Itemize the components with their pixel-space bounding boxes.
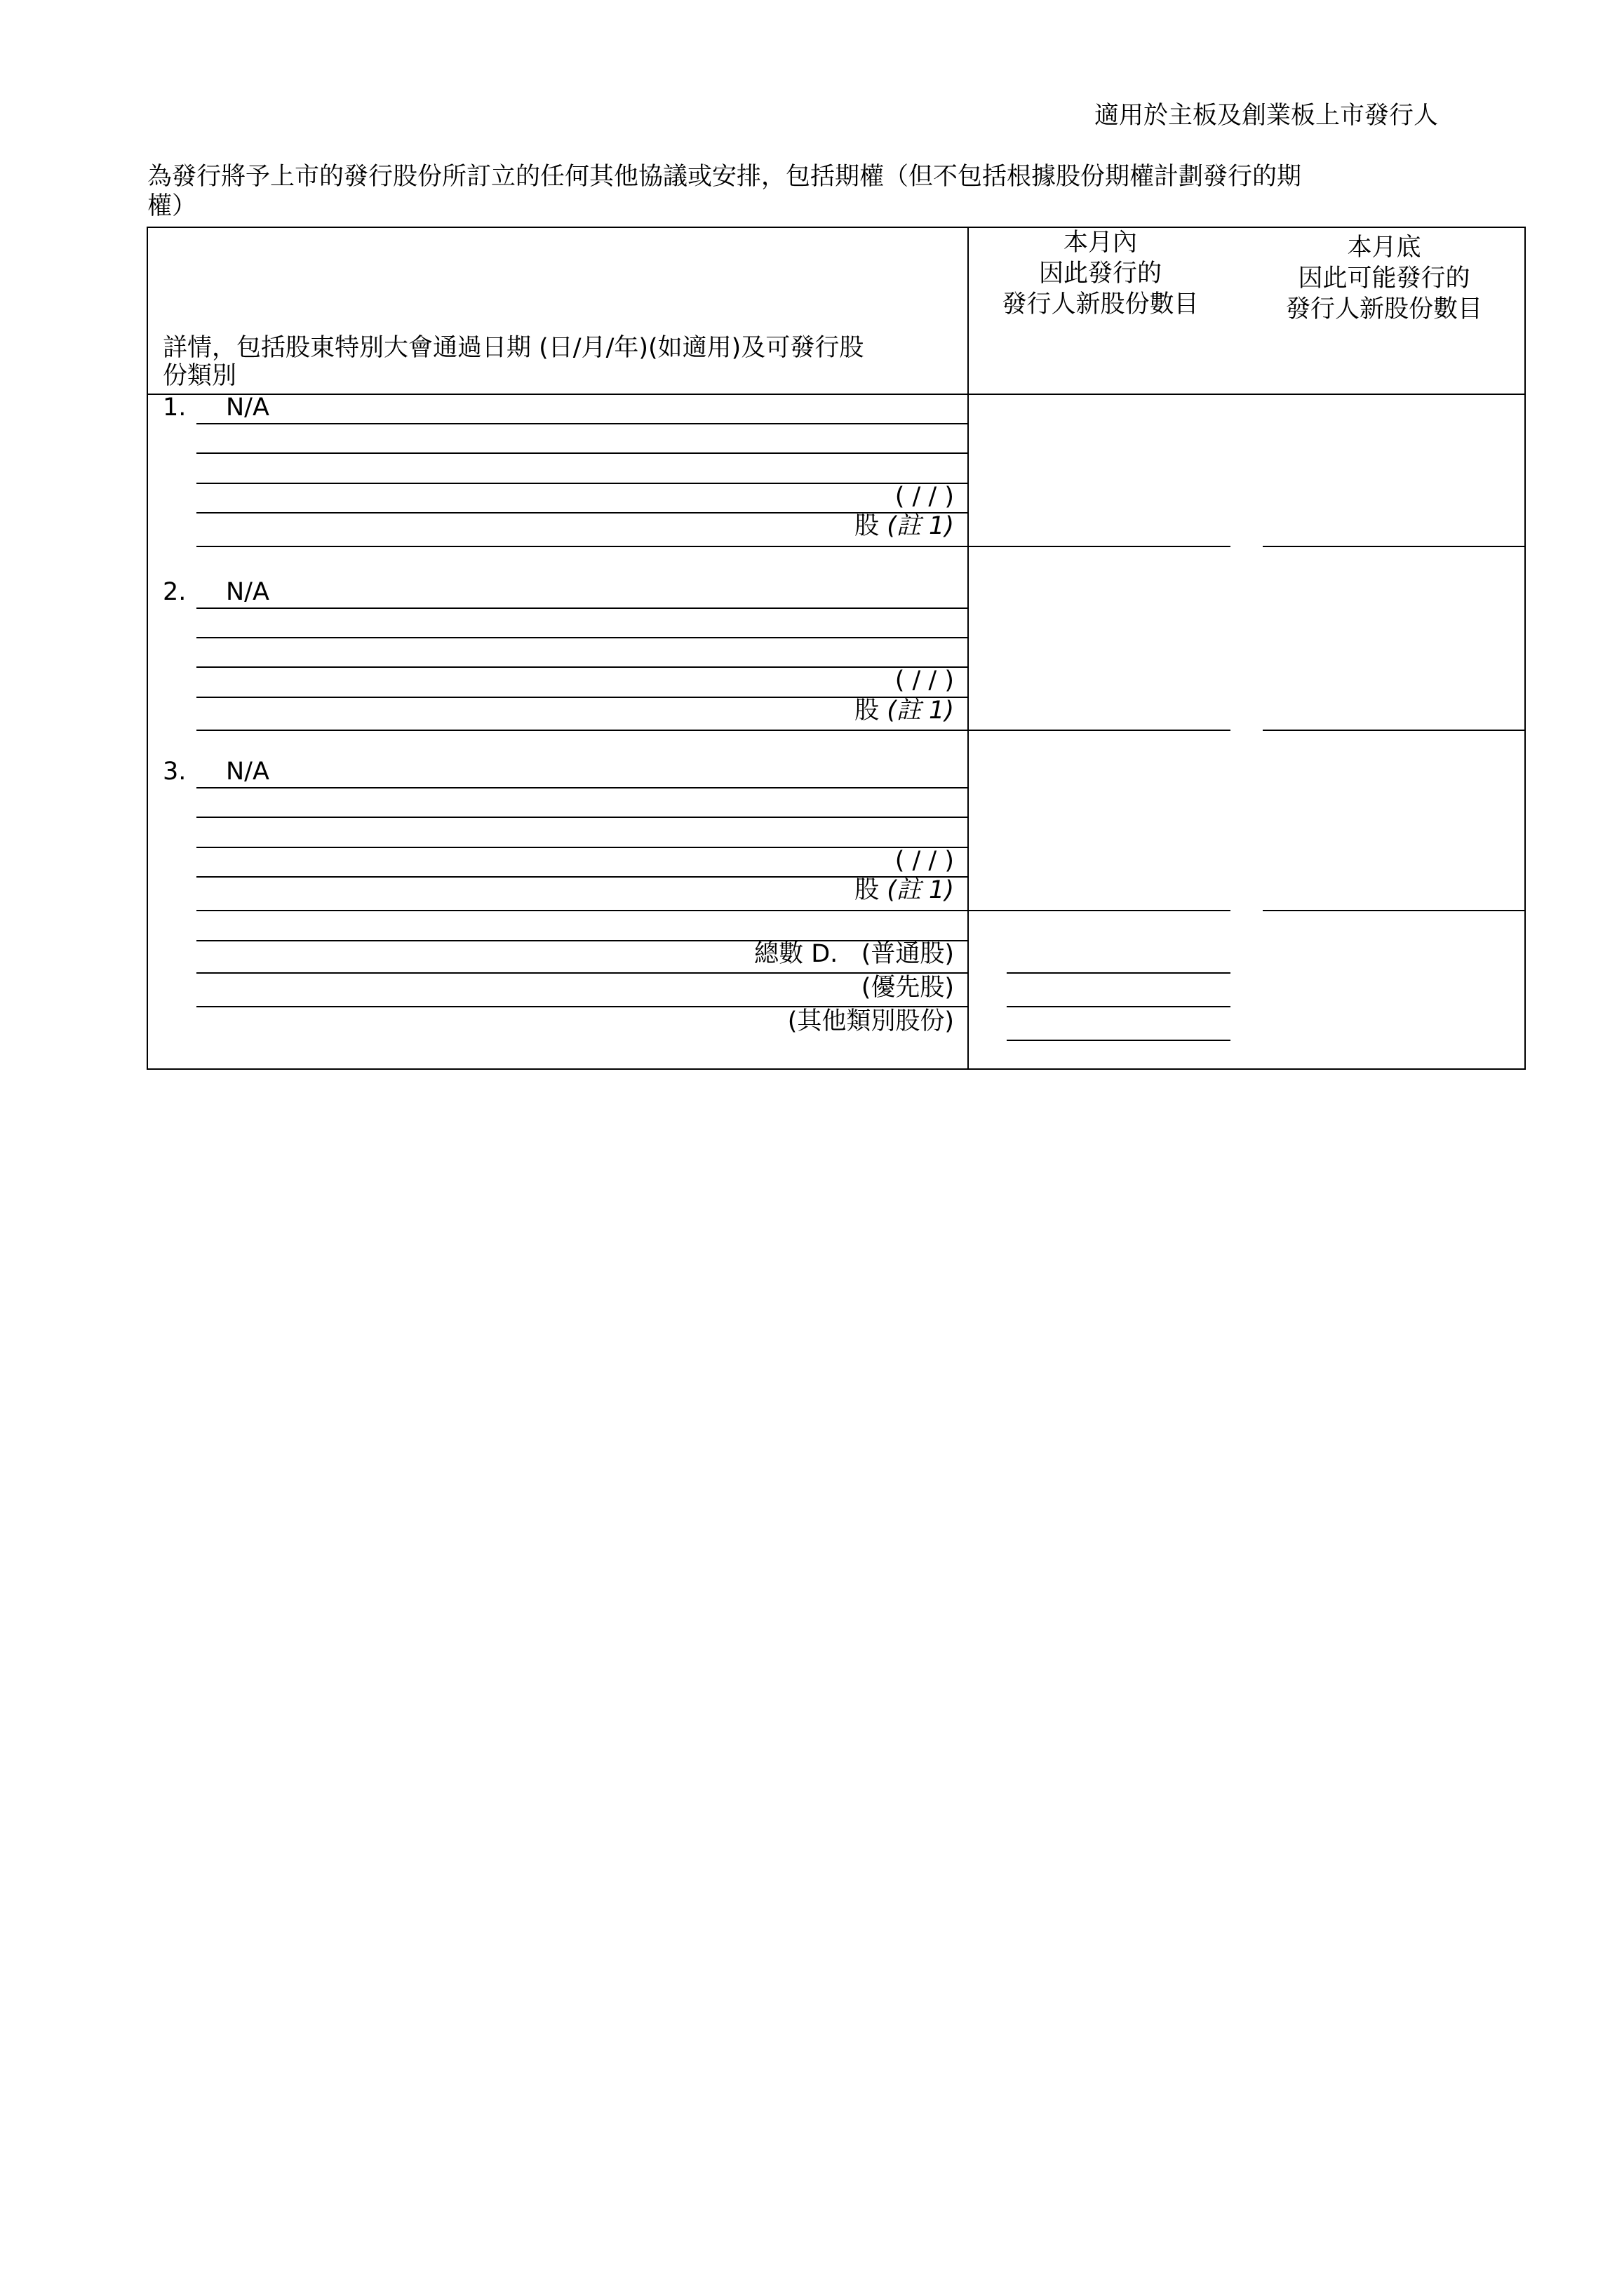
entry-line <box>196 607 967 609</box>
preference-shares-label: (優先股) <box>861 974 954 1002</box>
totals-label: 總數 D. <box>754 940 838 968</box>
issuable-blank <box>1263 730 1526 731</box>
entry-number: 3. <box>163 758 187 786</box>
entry-number: 2. <box>163 578 187 606</box>
issuable-blank <box>1263 546 1526 547</box>
other-shares-label: (其他類別股份) <box>787 1007 954 1035</box>
ordinary-shares-label: (普通股) <box>861 940 954 968</box>
issuable-blank <box>1263 910 1526 911</box>
shares-unit: 股 <box>854 512 880 540</box>
other-total-blank <box>1007 1040 1230 1041</box>
entry-value: N/A <box>226 758 269 786</box>
issued-column-header <box>969 227 1232 320</box>
entry-line <box>196 910 967 911</box>
section-title: 為發行將予上市的發行股份所訂立的任何其他協議或安排，包括期權（但不包括根據股份期權計劃發行的期 <box>147 163 1302 191</box>
issuable-header-line: 本月底 <box>1347 234 1421 262</box>
entry-line <box>196 817 967 818</box>
issued-blank <box>967 910 1230 911</box>
entry-line <box>196 423 967 424</box>
entry-date: ( / / ) <box>894 483 954 511</box>
issued-blank <box>967 546 1230 547</box>
entry-date: ( / / ) <box>894 666 954 694</box>
note-reference: (註 1) <box>887 697 954 725</box>
entry-line <box>196 637 967 638</box>
details-column-header-continuation: 份類別 <box>163 362 237 390</box>
entry-date: ( / / ) <box>894 847 954 875</box>
preference-total-blank <box>1007 1006 1230 1007</box>
entry-line <box>196 730 967 731</box>
entry-value: N/A <box>226 394 269 422</box>
entry-value: N/A <box>226 578 269 606</box>
column-divider <box>967 227 969 1070</box>
entry-shares-label <box>737 511 954 542</box>
shares-unit: 股 <box>854 697 880 725</box>
totals-ordinary-label <box>603 939 954 969</box>
ordinary-total-blank <box>1007 972 1230 974</box>
issued-header-line: 發行人新股份數目 <box>1002 290 1199 318</box>
header-divider <box>147 394 1526 395</box>
issued-header-line: 因此發行的 <box>1038 260 1162 288</box>
entry-line <box>196 546 967 547</box>
issued-header-line: 本月內 <box>1063 229 1137 257</box>
entry-line <box>196 787 967 788</box>
note-reference: (註 1) <box>887 512 954 540</box>
applicability-note: 適用於主板及創業板上市發行人 <box>1094 102 1439 130</box>
issuable-header-line: 因此可能發行的 <box>1298 264 1470 293</box>
entry-shares-label <box>737 875 954 906</box>
note-reference: (註 1) <box>887 876 954 904</box>
entry-number: 1. <box>163 394 187 422</box>
entry-shares-label <box>737 695 954 726</box>
issuable-header-line: 發行人新股份數目 <box>1285 295 1482 323</box>
issuable-column-header <box>1247 232 1521 325</box>
shares-unit: 股 <box>854 876 880 904</box>
entry-line <box>196 452 967 454</box>
issued-blank <box>967 730 1230 731</box>
details-column-header: 詳情，包括股東特別大會通過日期 (日/月/年)(如適用)及可發行股 <box>163 334 864 362</box>
section-title-continuation: 權） <box>147 192 197 220</box>
